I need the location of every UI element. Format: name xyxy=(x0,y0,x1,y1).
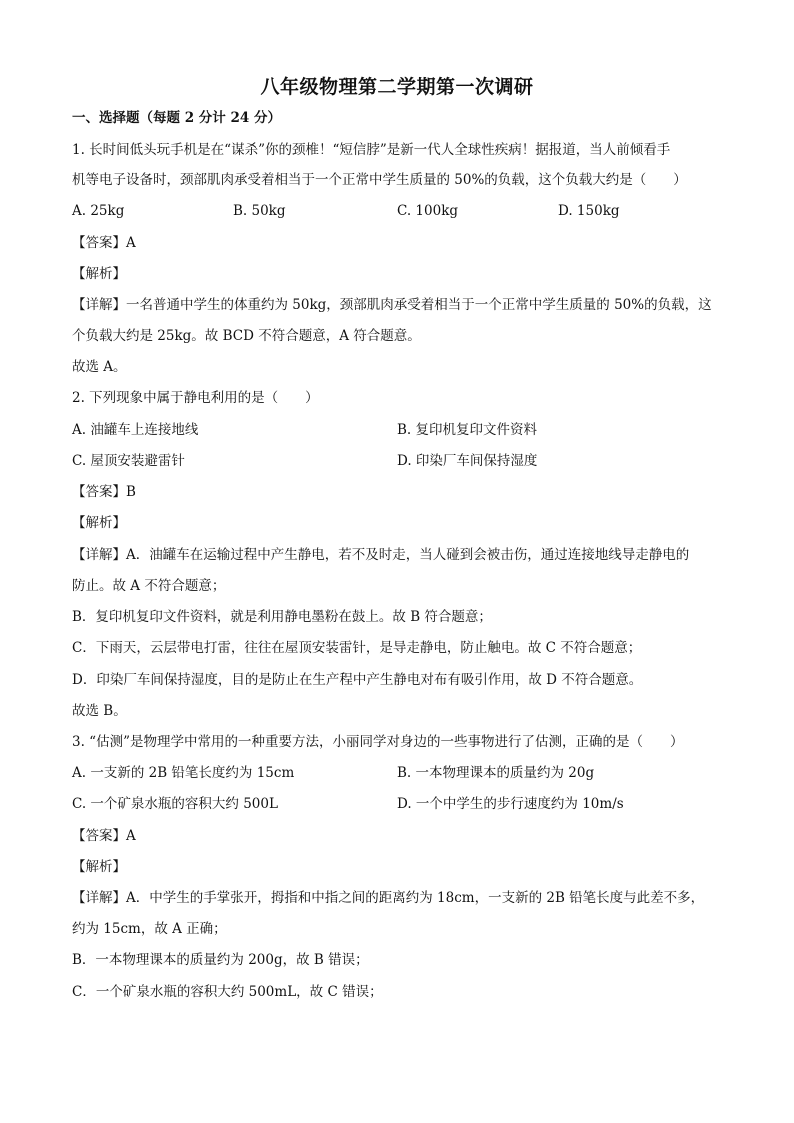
q1-detail-line-2: 个负载大约是 25kg。故 BCD 不符合题意，A 符合题意。 xyxy=(72,328,421,344)
q2-detail-line-2: 防止。故 A 不符合题意； xyxy=(72,578,226,594)
q3-option-a: A. 一支新的 2B 铅笔长度约为 15cm xyxy=(72,765,295,781)
q1-stem-line-2: 机等电子设备时，颈部肌肉承受着相当于一个正常中学生质量的 50%的负载，这个负载大约是（ ） xyxy=(72,172,687,188)
q2-option-a: A. 油罐车上连接地线 xyxy=(72,422,199,438)
page-title: 八年级物理第二学期第一次调研 xyxy=(260,76,534,98)
q1-conclusion: 故选 A。 xyxy=(72,359,127,375)
q3-analysis-label: 【解析】 xyxy=(72,859,126,875)
q1-answer: 【答案】A xyxy=(72,235,136,251)
q3-detail-line-1: 【详解】A．中学生的手掌张开，拇指和中指之间的距离约为 18cm，一支新的 2B 铅笔长度与此差不多， xyxy=(72,890,705,906)
q1-option-a: A. 25kg xyxy=(72,203,125,219)
q1-detail-line-1: 【详解】一名普通中学生的体重约为 50kg，颈部肌肉承受着相当于一个正常中学生质量的 50%的负载，这 xyxy=(72,297,712,313)
q1-option-d: D. 150kg xyxy=(558,203,620,219)
q2-detail-line-1: 【详解】A．油罐车在运输过程中产生静电，若不及时走，当人碰到会被击伤，通过连接地线导走静电的 xyxy=(72,547,690,563)
q3-stem: 3. “估测”是物理学中常用的一种重要方法，小丽同学对身边的一些事物进行了估测，正确的是（ ） xyxy=(72,734,684,750)
q2-analysis-label: 【解析】 xyxy=(72,515,126,531)
q2-detail-line-3: B．复印机复印文件资料，就是利用静电墨粉在鼓上。故 B 符合题意； xyxy=(72,609,492,625)
q2-detail-line-5: D．印染厂车间保持湿度，目的是防止在生产程中产生静电对布有吸引作用，故 D 不符合题意。 xyxy=(72,672,643,688)
q1-analysis-label: 【解析】 xyxy=(72,266,126,282)
q2-answer: 【答案】B xyxy=(72,484,136,500)
q1-stem-line-1: 1. 长时间低头玩手机是在“谋杀”你的颈椎！“短信脖”是新一代人全球性疾病！据报道，当人前倾看手 xyxy=(72,142,671,158)
q3-answer: 【答案】A xyxy=(72,828,136,844)
q3-detail-line-2: 约为 15cm，故 A 正确； xyxy=(72,921,227,937)
q3-option-d: D. 一个中学生的步行速度约为 10m/s xyxy=(397,796,624,812)
q2-detail-line-4: C．下雨天，云层带电打雷，往往在屋顶安装雷针，是导走静电，防止触电。故 C 不符合题意； xyxy=(72,640,642,656)
q3-detail-line-3: B．一本物理课本的质量约为 200g，故 B 错误； xyxy=(72,952,369,968)
section-heading: 一、选择题（每题 2 分计 24 分） xyxy=(72,110,281,126)
q1-option-c: C. 100kg xyxy=(397,203,459,219)
q3-option-c: C. 一个矿泉水瓶的容积大约 500L xyxy=(72,796,278,812)
q3-option-b: B. 一本物理课本的质量约为 20g xyxy=(397,765,595,781)
q2-option-c: C. 屋顶安装避雷针 xyxy=(72,453,185,469)
q2-option-d: D. 印染厂车间保持湿度 xyxy=(397,453,538,469)
q2-option-b: B. 复印机复印文件资料 xyxy=(397,422,538,438)
q1-option-b: B. 50kg xyxy=(233,203,286,219)
q2-conclusion: 故选 B。 xyxy=(72,703,127,719)
q3-detail-line-4: C．一个矿泉水瓶的容积大约 500mL，故 C 错误； xyxy=(72,984,383,1000)
q2-stem: 2. 下列现象中属于静电利用的是（ ） xyxy=(72,390,319,406)
